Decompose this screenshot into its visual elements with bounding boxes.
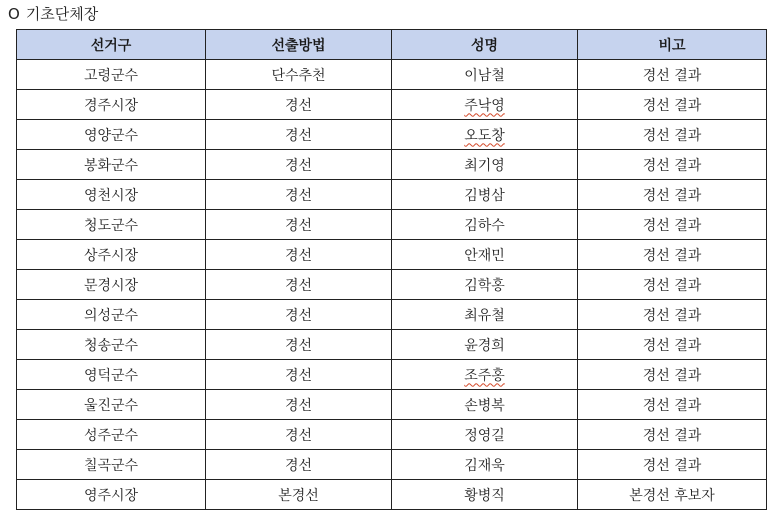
cell-name bbox=[392, 360, 578, 390]
cell-method bbox=[206, 120, 392, 150]
table-row bbox=[17, 150, 767, 180]
cell-method bbox=[206, 390, 392, 420]
cell-note-text: 경선 결과 bbox=[642, 67, 702, 84]
cell-name-text: 오도창 bbox=[464, 127, 505, 144]
section-title: 기초단체장 bbox=[25, 5, 99, 23]
cell-method-text: 경선 bbox=[284, 397, 313, 414]
cell-method-text: 경선 bbox=[284, 337, 313, 354]
cell-district-text: 울진군수 bbox=[83, 397, 139, 414]
cell-note bbox=[578, 120, 767, 150]
cell-method bbox=[206, 300, 392, 330]
cell-note bbox=[578, 60, 767, 90]
cell-note-text: 경선 결과 bbox=[642, 277, 702, 294]
table-row bbox=[17, 450, 767, 480]
table-row bbox=[17, 120, 767, 150]
cell-district bbox=[17, 450, 206, 480]
cell-note bbox=[578, 150, 767, 180]
cell-district bbox=[17, 240, 206, 270]
cell-name-text: 김병삼 bbox=[464, 187, 505, 204]
cell-district-text: 청도군수 bbox=[83, 217, 139, 234]
cell-note bbox=[578, 90, 767, 120]
cell-note-text: 경선 결과 bbox=[642, 247, 702, 264]
cell-method bbox=[206, 480, 392, 510]
cell-note bbox=[578, 300, 767, 330]
cell-district bbox=[17, 180, 206, 210]
cell-method-text: 경선 bbox=[284, 97, 313, 114]
cell-note bbox=[578, 420, 767, 450]
cell-district bbox=[17, 210, 206, 240]
cell-district bbox=[17, 300, 206, 330]
cell-name-text: 손병복 bbox=[464, 397, 505, 414]
cell-name bbox=[392, 210, 578, 240]
cell-method-text: 경선 bbox=[284, 427, 313, 444]
table-row bbox=[17, 90, 767, 120]
cell-method bbox=[206, 210, 392, 240]
cell-note-text: 경선 결과 bbox=[642, 157, 702, 174]
cell-name-text: 김재욱 bbox=[464, 457, 505, 474]
cell-name-text: 김하수 bbox=[464, 217, 505, 234]
table-row bbox=[17, 240, 767, 270]
table-row bbox=[17, 420, 767, 450]
cell-method bbox=[206, 450, 392, 480]
cell-district bbox=[17, 270, 206, 300]
cell-name bbox=[392, 180, 578, 210]
table-row bbox=[17, 210, 767, 240]
cell-method bbox=[206, 180, 392, 210]
section-heading bbox=[8, 1, 98, 27]
cell-method-text: 경선 bbox=[284, 157, 313, 174]
cell-district bbox=[17, 60, 206, 90]
cell-name-text: 주낙영 bbox=[464, 97, 505, 114]
cell-district-text: 성주군수 bbox=[83, 427, 139, 444]
cell-method-text: 경선 bbox=[284, 187, 313, 204]
cell-note bbox=[578, 450, 767, 480]
cell-name-text: 이남철 bbox=[464, 67, 505, 84]
column-header-name: 성명 bbox=[392, 30, 578, 60]
table-row bbox=[17, 360, 767, 390]
cell-method bbox=[206, 90, 392, 120]
cell-note-text: 경선 결과 bbox=[642, 397, 702, 414]
cell-name-text: 김학홍 bbox=[464, 277, 505, 294]
cell-method bbox=[206, 330, 392, 360]
cell-method-text: 경선 bbox=[284, 367, 313, 384]
cell-district bbox=[17, 120, 206, 150]
cell-district bbox=[17, 480, 206, 510]
cell-name bbox=[392, 450, 578, 480]
cell-name-text: 정영길 bbox=[464, 427, 505, 444]
cell-note-text: 경선 결과 bbox=[642, 187, 702, 204]
cell-method-text: 경선 bbox=[284, 457, 313, 474]
cell-district bbox=[17, 90, 206, 120]
column-header-note: 비고 bbox=[578, 30, 767, 60]
cell-district bbox=[17, 330, 206, 360]
cell-name bbox=[392, 60, 578, 90]
cell-note-text: 경선 결과 bbox=[642, 337, 702, 354]
cell-method-text: 본경선 bbox=[278, 487, 319, 504]
cell-name-text: 안재민 bbox=[464, 247, 505, 264]
table-body bbox=[17, 60, 767, 510]
cell-note bbox=[578, 480, 767, 510]
cell-district-text: 봉화군수 bbox=[83, 157, 139, 174]
cell-district-text: 문경시장 bbox=[83, 277, 139, 294]
cell-name bbox=[392, 90, 578, 120]
cell-note-text: 경선 결과 bbox=[642, 367, 702, 384]
cell-district-text: 청송군수 bbox=[83, 337, 139, 354]
cell-name-text: 황병직 bbox=[464, 487, 505, 504]
cell-district-text: 상주시장 bbox=[83, 247, 139, 264]
cell-name bbox=[392, 150, 578, 180]
cell-method bbox=[206, 60, 392, 90]
table-row bbox=[17, 270, 767, 300]
cell-method bbox=[206, 270, 392, 300]
cell-note bbox=[578, 180, 767, 210]
cell-district bbox=[17, 360, 206, 390]
cell-name bbox=[392, 390, 578, 420]
cell-method bbox=[206, 240, 392, 270]
cell-name bbox=[392, 480, 578, 510]
cell-district-text: 영양군수 bbox=[83, 127, 139, 144]
cell-note bbox=[578, 270, 767, 300]
cell-name bbox=[392, 120, 578, 150]
table-row bbox=[17, 480, 767, 510]
table-row bbox=[17, 60, 767, 90]
cell-district-text: 고령군수 bbox=[83, 67, 139, 84]
cell-method bbox=[206, 150, 392, 180]
cell-name bbox=[392, 420, 578, 450]
column-header-district: 선거구 bbox=[17, 30, 206, 60]
cell-method-text: 경선 bbox=[284, 307, 313, 324]
cell-note-text: 본경선 후보자 bbox=[629, 487, 715, 504]
cell-district-text: 영주시장 bbox=[83, 487, 139, 504]
cell-name-text: 윤경희 bbox=[464, 337, 505, 354]
cell-method-text: 경선 bbox=[284, 127, 313, 144]
cell-note-text: 경선 결과 bbox=[642, 307, 702, 324]
table-row bbox=[17, 330, 767, 360]
cell-name bbox=[392, 300, 578, 330]
cell-note-text: 경선 결과 bbox=[642, 97, 702, 114]
cell-note-text: 경선 결과 bbox=[642, 127, 702, 144]
cell-district bbox=[17, 420, 206, 450]
cell-note bbox=[578, 360, 767, 390]
candidate-table bbox=[16, 29, 767, 510]
column-header-method: 선출방법 bbox=[206, 30, 392, 60]
cell-district-text: 경주시장 bbox=[83, 97, 139, 114]
table-row bbox=[17, 390, 767, 420]
cell-method-text: 단수추천 bbox=[271, 67, 326, 84]
cell-name bbox=[392, 240, 578, 270]
section-bullet: O bbox=[8, 5, 20, 23]
cell-method bbox=[206, 360, 392, 390]
cell-name bbox=[392, 330, 578, 360]
cell-district-text: 칠곡군수 bbox=[83, 457, 139, 474]
cell-note-text: 경선 결과 bbox=[642, 427, 702, 444]
table-header-row bbox=[17, 30, 767, 60]
cell-note-text: 경선 결과 bbox=[642, 457, 702, 474]
cell-name-text: 최유철 bbox=[464, 307, 505, 324]
table-row bbox=[17, 180, 767, 210]
cell-name-text: 조주홍 bbox=[464, 367, 505, 384]
cell-note bbox=[578, 240, 767, 270]
cell-district bbox=[17, 150, 206, 180]
cell-method-text: 경선 bbox=[284, 277, 313, 294]
cell-method-text: 경선 bbox=[284, 247, 313, 264]
cell-district-text: 의성군수 bbox=[83, 307, 139, 324]
cell-note-text: 경선 결과 bbox=[642, 217, 702, 234]
cell-district bbox=[17, 390, 206, 420]
cell-note bbox=[578, 210, 767, 240]
table-row bbox=[17, 300, 767, 330]
cell-note bbox=[578, 390, 767, 420]
cell-district-text: 영천시장 bbox=[83, 187, 139, 204]
cell-district-text: 영덕군수 bbox=[83, 367, 139, 384]
cell-method bbox=[206, 420, 392, 450]
cell-note bbox=[578, 330, 767, 360]
cell-method-text: 경선 bbox=[284, 217, 313, 234]
cell-name bbox=[392, 270, 578, 300]
cell-name-text: 최기영 bbox=[464, 157, 505, 174]
